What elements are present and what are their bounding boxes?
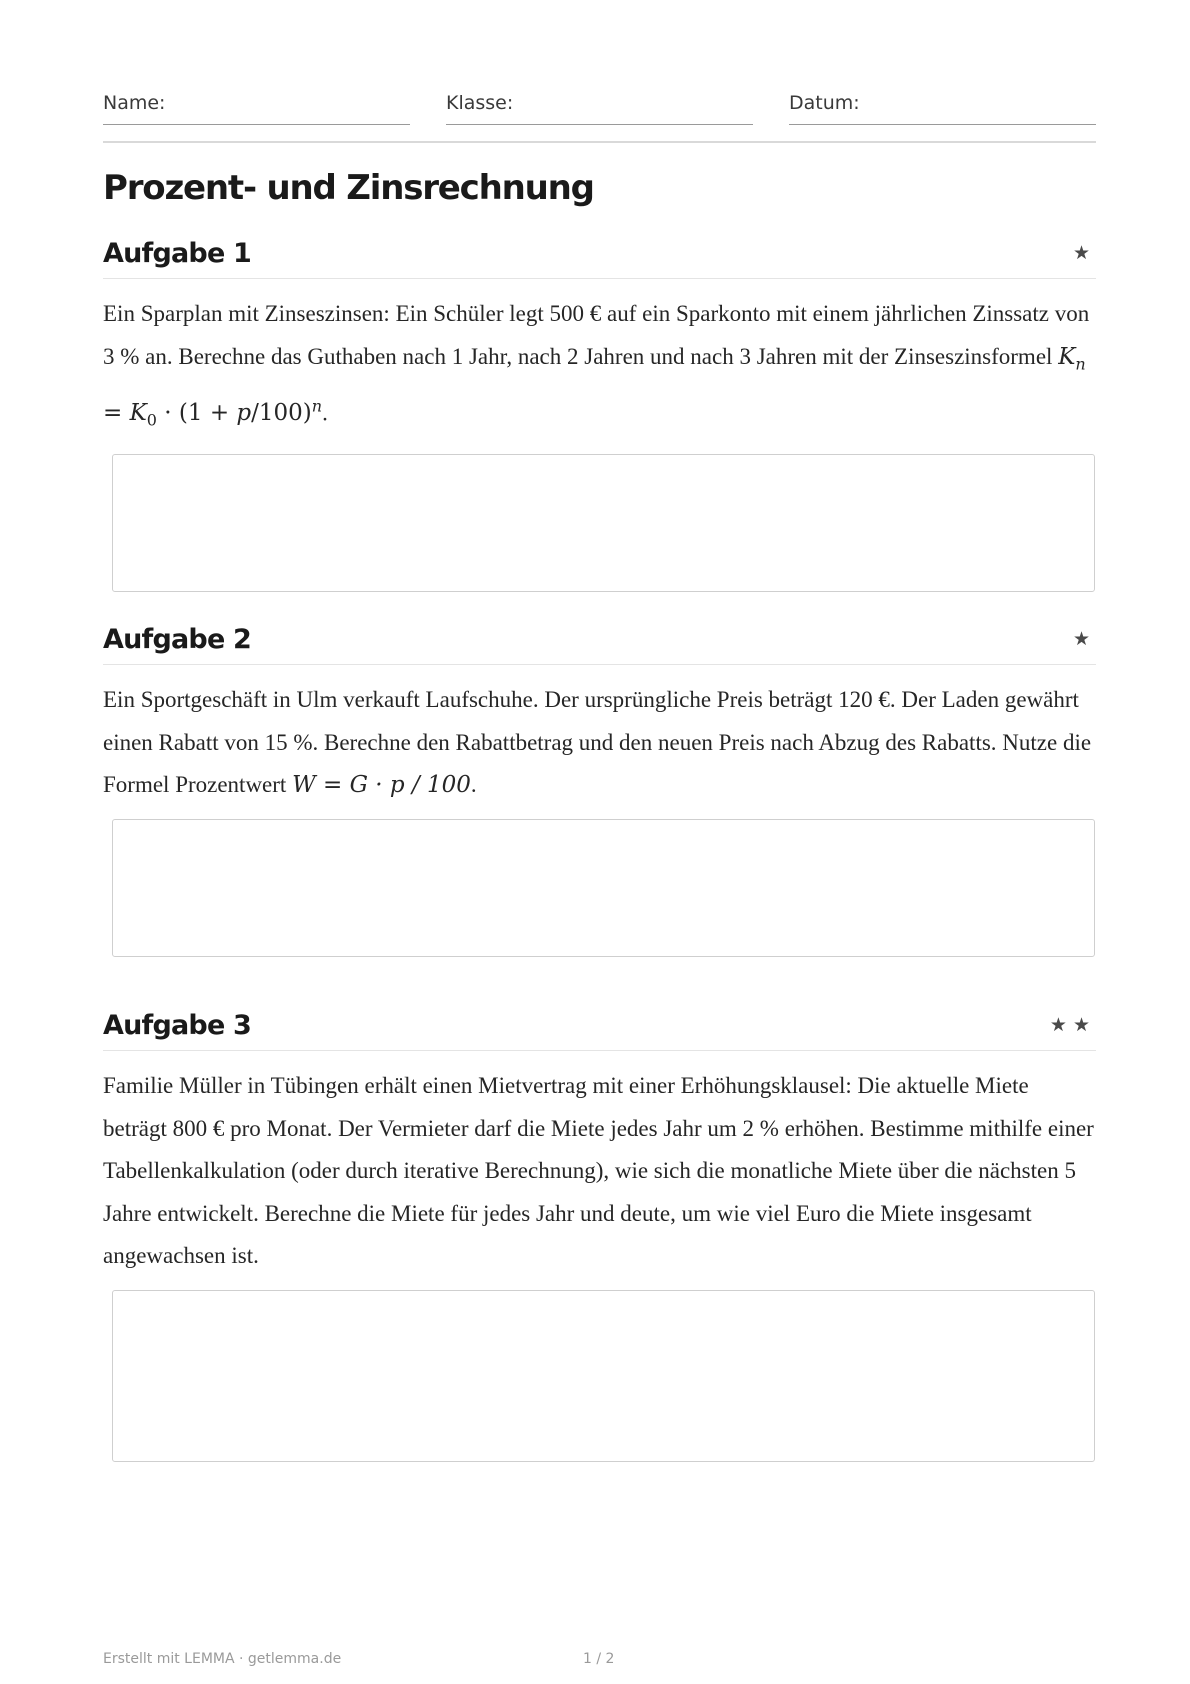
answer-box[interactable]	[112, 1290, 1095, 1462]
formula: $K_n = K_0 \cdot (1 + p/100)^n$	[103, 343, 1086, 430]
date-field[interactable]	[789, 88, 1096, 125]
task-title: Aufgabe 2	[103, 624, 252, 655]
task-text-body: Ein Sparplan mit Zinseszinsen: Ein Schüler legt 500 € auf ein Sparkonto mit einem jährlichen Zinssatz von 3 % an. Berechne das Guthaben nach 1 Jahr, nach 2 Jahren und nach 3 Jahren mit der Zinseszinsformel	[103, 301, 1090, 369]
task-text-end: .	[470, 772, 477, 797]
answer-box[interactable]	[112, 819, 1095, 957]
footer-credit: Erstellt mit LEMMA · getlemma.de	[103, 1651, 342, 1667]
difficulty-star-icon: ★	[1072, 243, 1096, 264]
class-label: Klasse:	[446, 92, 514, 114]
task-header	[103, 622, 1096, 665]
task-title: Aufgabe 1	[103, 238, 252, 269]
date-label: Datum:	[789, 92, 860, 114]
task-text: Familie Müller in Tübingen erhält einen Mietvertrag mit einer Erhöhungsklausel: Die aktuelle Miete beträgt 800 € pro Monat. Der Vermieter darf die Miete jedes Jahr um 2 % erhöhen. Bestimme mithilfe einer Tabellenkalkulation (oder durch iterative Berechnung), wie sich die monatliche Miete über die nächsten 5 Jahre entwickelt. Berechne die Miete für jedes Jahr und deute, um wie viel Euro die Miete insgesamt angewachsen ist.	[103, 1073, 1094, 1268]
task-header	[103, 236, 1096, 279]
task-text	[103, 293, 1096, 442]
task-text	[103, 679, 1096, 807]
difficulty-star-icon: ★★	[1049, 1015, 1096, 1036]
student-info-fields	[103, 88, 1096, 124]
class-field[interactable]	[446, 88, 753, 125]
task-text-body: Ein Sportgeschäft in Ulm verkauft Laufschuhe. Der ursprüngliche Preis beträgt 120 €. Der Laden gewährt einen Rabatt von 15 %. Berechne den Rabattbetrag und den neuen Preis nach Abzug des Rabatts. Nutze die Formel Prozentwert	[103, 687, 1092, 797]
task-3	[103, 1008, 1096, 1462]
task-title: Aufgabe 3	[103, 1010, 252, 1041]
difficulty-star-icon: ★	[1072, 629, 1096, 650]
answer-box[interactable]	[112, 454, 1095, 592]
page-title: Prozent- und Zinsrechnung	[103, 168, 594, 208]
name-field[interactable]	[103, 88, 410, 125]
task-text-end: .	[322, 400, 328, 426]
header-divider	[103, 141, 1096, 143]
task-1	[103, 236, 1096, 592]
name-label: Name:	[103, 92, 166, 114]
page-number: 1 / 2	[583, 1651, 615, 1667]
task-2	[103, 622, 1096, 957]
formula: W = G · p / 100	[292, 772, 471, 798]
task-header	[103, 1008, 1096, 1051]
